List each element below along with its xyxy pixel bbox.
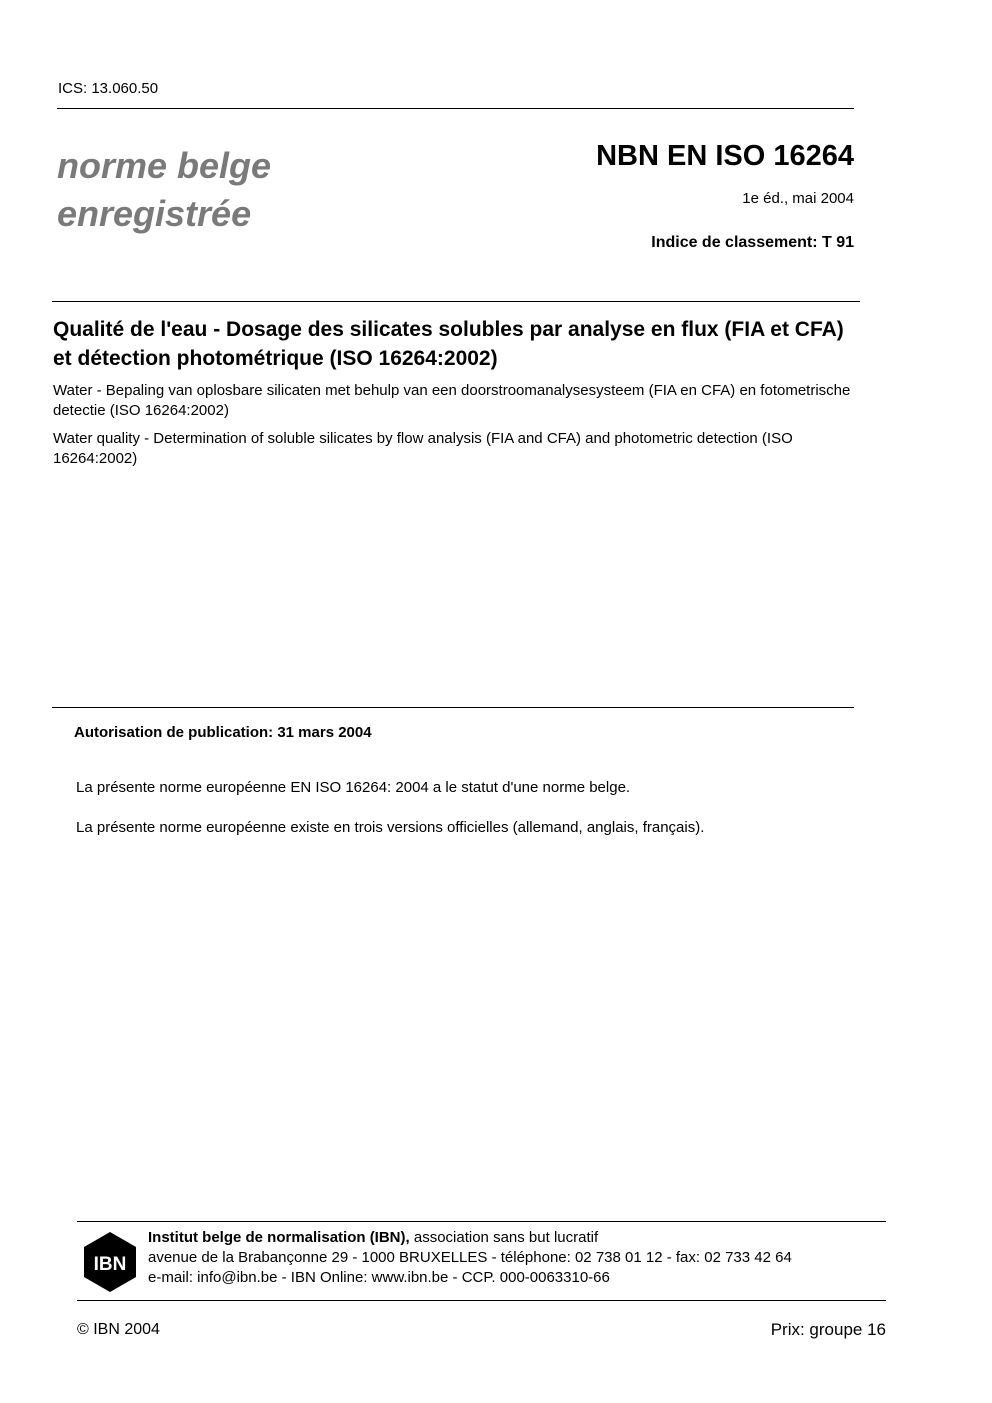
edition: 1e éd., mai 2004 (742, 190, 854, 207)
institute-info (148, 1228, 792, 1288)
institute-description: association sans but lucratif (413, 1229, 599, 1246)
body-divider (52, 707, 854, 708)
footer-divider-bottom (77, 1300, 886, 1301)
versions-paragraph: La présente norme européenne existe en trois versions officielles (allemand, anglais, français). (76, 819, 705, 836)
price-group: Prix: groupe 16 (770, 1320, 886, 1339)
title-english: Water quality - Determination of soluble silicates by flow analysis (FIA and CFA) and photometric detection (ISO 16264:2002) (53, 430, 793, 467)
logo-text: IBN (93, 1254, 127, 1275)
title-divider (52, 301, 860, 302)
footer-divider-top (77, 1221, 886, 1222)
norme-label-line1: norme belge (57, 145, 272, 186)
classement: Indice de classement: T 91 (651, 234, 854, 251)
standard-number: NBN EN ISO 16264 (596, 140, 854, 172)
norme-label (57, 142, 271, 238)
institute-address: avenue de la Brabançonne 29 - 1000 BRUXELLES - téléphone: 02 738 01 12 - fax: 02 733 42 64 (148, 1249, 792, 1266)
copyright: © IBN 2004 (77, 1321, 160, 1338)
institute-contact: e-mail: info@ibn.be - IBN Online: www.ibn.be - CCP. 000-0063310-66 (148, 1269, 610, 1286)
ics-code: ICS: 13.060.50 (58, 80, 159, 97)
norme-label-line2: enregistrée (57, 193, 252, 234)
ibn-logo-icon (84, 1232, 136, 1292)
title-dutch: Water - Bepaling van oplosbare silicaten met behulp van een doorstroomanalysesysteem (FIA en CFA) en fotometrische detectie (ISO 16264:2002) (53, 382, 851, 419)
publication-authorization: Autorisation de publication: 31 mars 2004 (74, 724, 372, 741)
title-french: Qualité de l'eau - Dosage des silicates solubles par analyse en flux (FIA et CFA) et détection photométrique (ISO 16264:2002) (53, 318, 844, 370)
status-paragraph: La présente norme européenne EN ISO 16264: 2004 a le statut d'une norme belge. (76, 779, 631, 796)
institute-name: Institut belge de normalisation (IBN), (148, 1229, 410, 1246)
header-divider (57, 108, 854, 109)
